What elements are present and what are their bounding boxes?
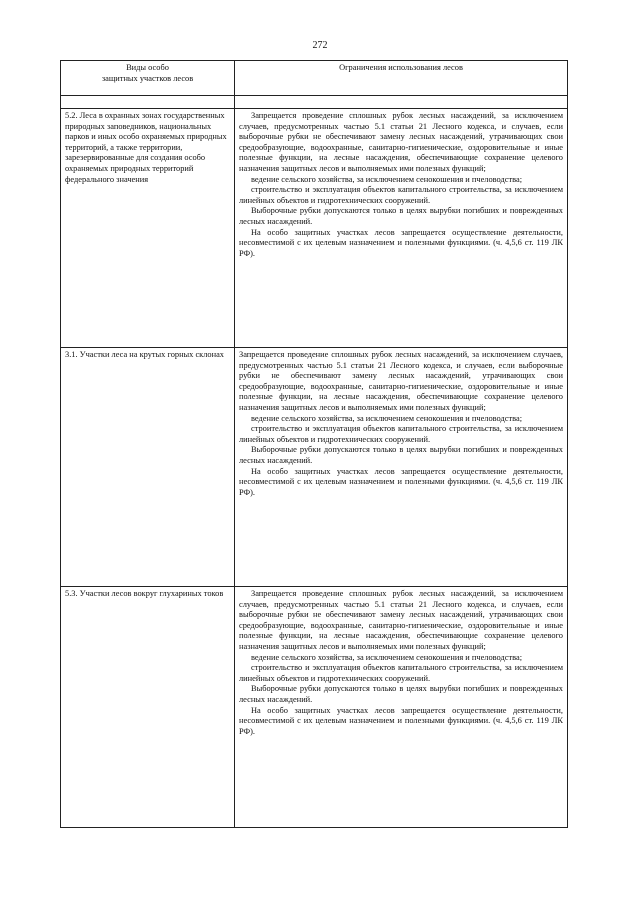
category-cell <box>61 348 235 587</box>
category-cell <box>61 109 235 348</box>
header-col1-line2: защитных участков лесов <box>101 73 194 83</box>
table-row <box>61 348 568 587</box>
restriction-paragraph: На особо защитных участках лесов запрещается осуществление деятельности, несовместимой с их целевым назначением и полезными функциями. (ч. 4,5,6 ст. 119 ЛК РФ). <box>239 705 563 736</box>
table-row <box>61 109 568 348</box>
restriction-paragraph: ведение сельского хозяйства, за исключением сенокошения и пчеловодства; <box>251 652 523 662</box>
header-col2: Ограничения использования лесов <box>339 63 463 72</box>
table-row <box>61 587 568 828</box>
restriction-paragraph: строительство и эксплуатация объектов капитального строительства, за исключением линейных объектов и гидротехнических сооружений. <box>239 185 563 205</box>
restriction-paragraph: Запрещается проведение сплошных рубок лесных насаждений, за исключением случаев, предусмотренных частью 5.1 статьи 21 Лесного кодекса, и случаев, если выборочные рубки не обеспечивают замену лесных насаждений, утрачивающих свои средообразующие, водоохранные, санитарно-гигиенические, оздоровительные и иные полезные функции, на лесные насаждения, обеспечивающие сохранение целевого назначения защитных лесов и выполняемых ими полезных функций; <box>239 350 563 412</box>
restriction-paragraph: строительство и эксплуатация объектов капитального строительства, за исключением линейных объектов и гидротехнических сооружений. <box>239 663 563 683</box>
restrictions-table <box>60 60 568 828</box>
restriction-paragraph: ведение сельского хозяйства, за исключением сенокошения и пчеловодства; <box>251 174 523 184</box>
category-cell <box>61 587 235 828</box>
category-text: 3.1. Участки леса на крутых горных склонах <box>65 350 224 359</box>
restriction-paragraph: На особо защитных участках лесов запрещается осуществление деятельности, несовместимой с их целевым назначением и полезными функциями. (ч. 4,5,6 ст. 119 ЛК РФ). <box>239 466 563 497</box>
category-text: 5.2. Леса в охранных зонах государственных природных заповедников, национальных парков и иных особо охраняемых природных территорий, а также территории, зарезервированные для создания особо охраняемых природных территорий федерального значения <box>65 111 227 184</box>
restriction-paragraph: Выборочные рубки допускаются только в целях вырубки погибших и поврежденных лесных насаждений. <box>239 206 563 226</box>
spacer-row <box>61 96 568 109</box>
restriction-paragraph: строительство и эксплуатация объектов капитального строительства, за исключением линейных объектов и гидротехнических сооружений. <box>239 424 563 444</box>
restriction-paragraph: Выборочные рубки допускаются только в целях вырубки погибших и поврежденных лесных насаждений. <box>239 684 563 704</box>
restrictions-cell <box>235 109 568 348</box>
header-cell-restrictions <box>235 61 568 96</box>
restriction-paragraph: ведение сельского хозяйства, за исключением сенокошения и пчеловодства; <box>251 413 523 423</box>
restrictions-cell <box>235 348 568 587</box>
category-text: 5.3. Участки лесов вокруг глухариных токов <box>65 589 224 598</box>
page-number: 272 <box>312 40 328 51</box>
restrictions-cell <box>235 587 568 828</box>
header-cell-categories <box>61 61 235 96</box>
restriction-paragraph: Выборочные рубки допускаются только в целях вырубки погибших и поврежденных лесных насаждений. <box>239 445 563 465</box>
restriction-paragraph: Запрещается проведение сплошных рубок лесных насаждений, за исключением случаев, предусмотренных частью 5.1 статьи 21 Лесного кодекса, и случаев, если выборочные рубки не обеспечивают замену лесных насаждений, утрачивающих свои средообразующие, водоохранные, санитарно-гигиенические, оздоровительные и иные полезные функции, на лесные насаждения, обеспечивающие сохранение целевого назначения защитных лесов и выполняемых ими полезных функций; <box>239 111 563 173</box>
restriction-paragraph: На особо защитных участках лесов запрещается осуществление деятельности, несовместимой с их целевым назначением и полезными функциями. (ч. 4,5,6 ст. 119 ЛК РФ). <box>239 227 563 258</box>
restriction-paragraph: Запрещается проведение сплошных рубок лесных насаждений, за исключением случаев, предусмотренных частью 5.1 статьи 21 Лесного кодекса, и случаев, если выборочные рубки не обеспечивают замену лесных насаждений, утрачивающих свои средообразующие, водоохранные, санитарно-гигиенические, оздоровительные и иные полезные функции, на лесные насаждения, обеспечивающие сохранение целевого назначения защитных лесов и выполняемых ими полезных функций; <box>239 589 563 651</box>
header-col1-line1: Виды особо <box>126 63 169 72</box>
table-header-row <box>61 61 568 96</box>
